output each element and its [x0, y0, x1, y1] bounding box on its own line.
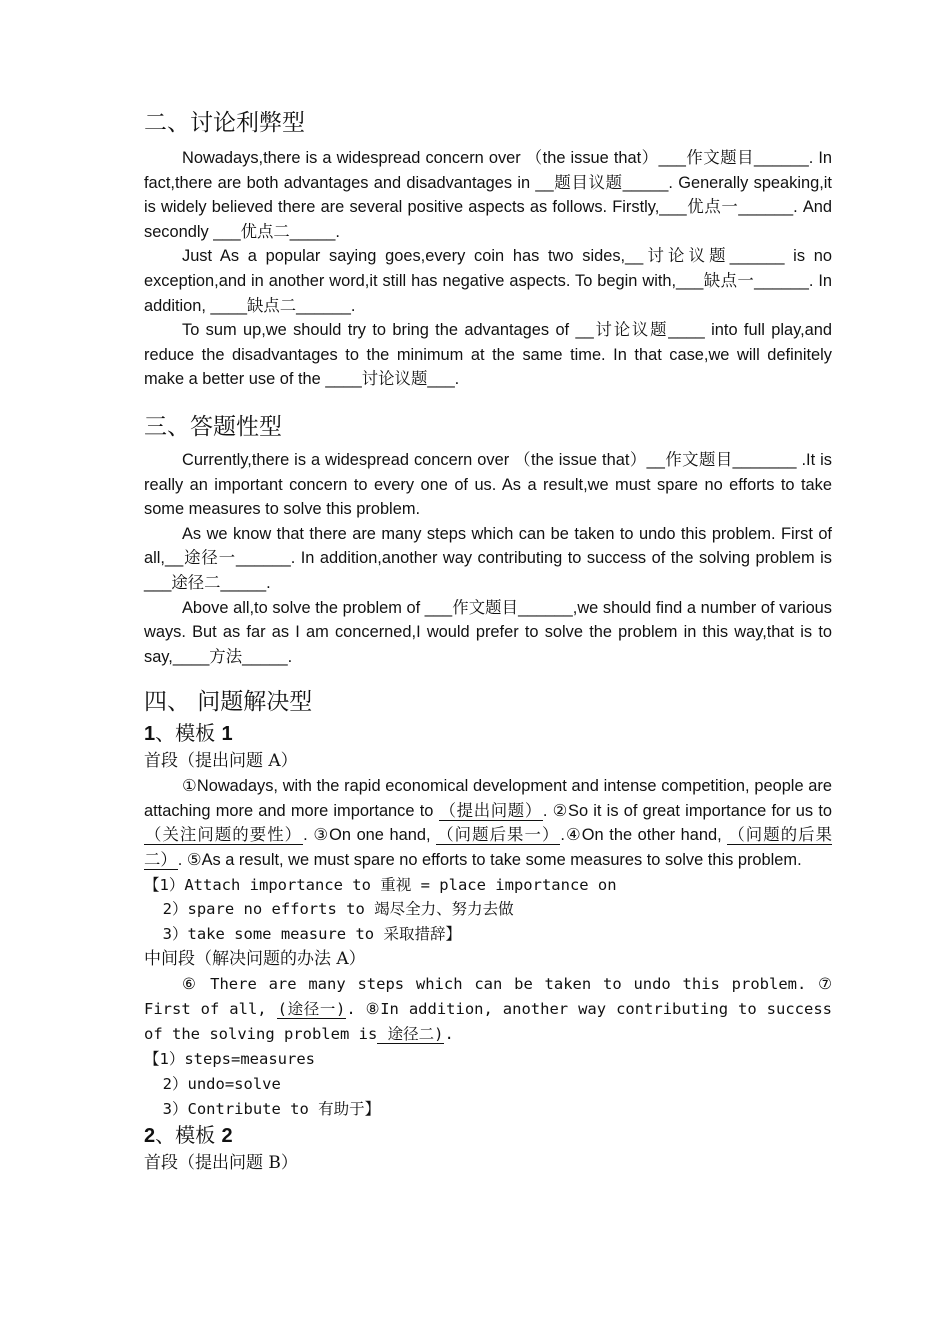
paragraph-label: 中间段（解决问题的办法 A） — [144, 949, 366, 970]
section-heading-problem-solving: 四、 问题解决型 — [144, 689, 313, 716]
paragraph: ①Nowadays, with the rapid economical development and intense competition, people are attaching more and more importance to （提出问题）. ②So it is of great importance for us to （关注问题的要性）. ③On one hand, （问题后果一）.④On the other hand, （问题的后果二）. ⑤As a result, we must spare no efforts to take some measures to solve this problem. — [144, 777, 833, 870]
note-line: 3）take some measure to 采取措辞】 — [144, 925, 461, 944]
paragraph-label: 首段（提出问题 B） — [144, 1153, 298, 1174]
template-heading: 2、模板 2 — [144, 1123, 233, 1148]
note-line: 2）spare no efforts to 竭尽全力、努力去做 — [144, 900, 514, 919]
template-heading: 1、模板 1 — [144, 721, 233, 746]
paragraph: To sum up,we should try to bring the advantages of __讨论议题____ into full play,and reduce the disadvantages to the minimum at the same time. In that case,we will definitely make a better use of the ____讨论议题___. — [144, 321, 832, 389]
paragraph: Above all,to solve the problem of ___作文题目______,we should find a number of various ways. But as far as I am concerned,I would prefer to solve the problem in this way,that is to say,____方法_____. — [144, 598, 832, 666]
note-line: 【1）steps=measures — [144, 1050, 315, 1069]
paragraph: Currently,there is a widespread concern over （the issue that）__作文题目_______ .It is really an important concern to every one of us. As a result,we must spare no efforts to take some measures to solve this problem. — [144, 450, 832, 519]
blank-underline: (途径一) — [277, 1000, 346, 1019]
blank-underline: （提出问题） — [439, 801, 542, 820]
paragraph: Just As a popular saying goes,every coin has two sides,__讨论议题______ is no exception,and in another word,it still has negative aspects. To begin with,___缺点一______. In addition, ____缺点二______. — [144, 247, 832, 315]
blank-underline: 途径二) — [378, 1025, 444, 1044]
section-heading-pros-cons: 二、讨论利弊型 — [144, 110, 305, 136]
blank-underline: （问题后果一） — [437, 826, 560, 845]
blank-underline: （关注问题的要性） — [145, 826, 303, 845]
note-line: 2）undo=solve — [144, 1074, 281, 1093]
paragraph-label: 首段（提出问题 A） — [144, 751, 298, 772]
paragraph: As we know that there are many steps which can be taken to undo this problem. First of all,__途径一______. In addition,another way contributing to success of the solving problem is ___途径二_____. — [144, 524, 832, 592]
note-line: 3）Contribute to 有助于】 — [144, 1099, 381, 1118]
section-heading-answer-type: 三、答题性型 — [144, 413, 282, 440]
blank-underline: （问题的后果二） — [144, 826, 833, 870]
paragraph: ⑥ There are many steps which can be taken to undo this problem. ⑦ First of all, (途径一). ⑧In addition, another way contributing to success of the solving problem is 途径二). — [144, 975, 832, 1044]
note-line: 【1）Attach importance to 重视 = place importance on — [144, 875, 617, 894]
document-page — [144, 106, 832, 1176]
paragraph: Nowadays,there is a widespread concern over （the issue that）___作文题目______. In fact,there are both advantages and disadvantages in __题目议题_____. Generally speaking,it is widely believed there are several positive aspects as follows. Firstly,___优点一______. And secondly ___优点二_____. — [144, 149, 832, 241]
